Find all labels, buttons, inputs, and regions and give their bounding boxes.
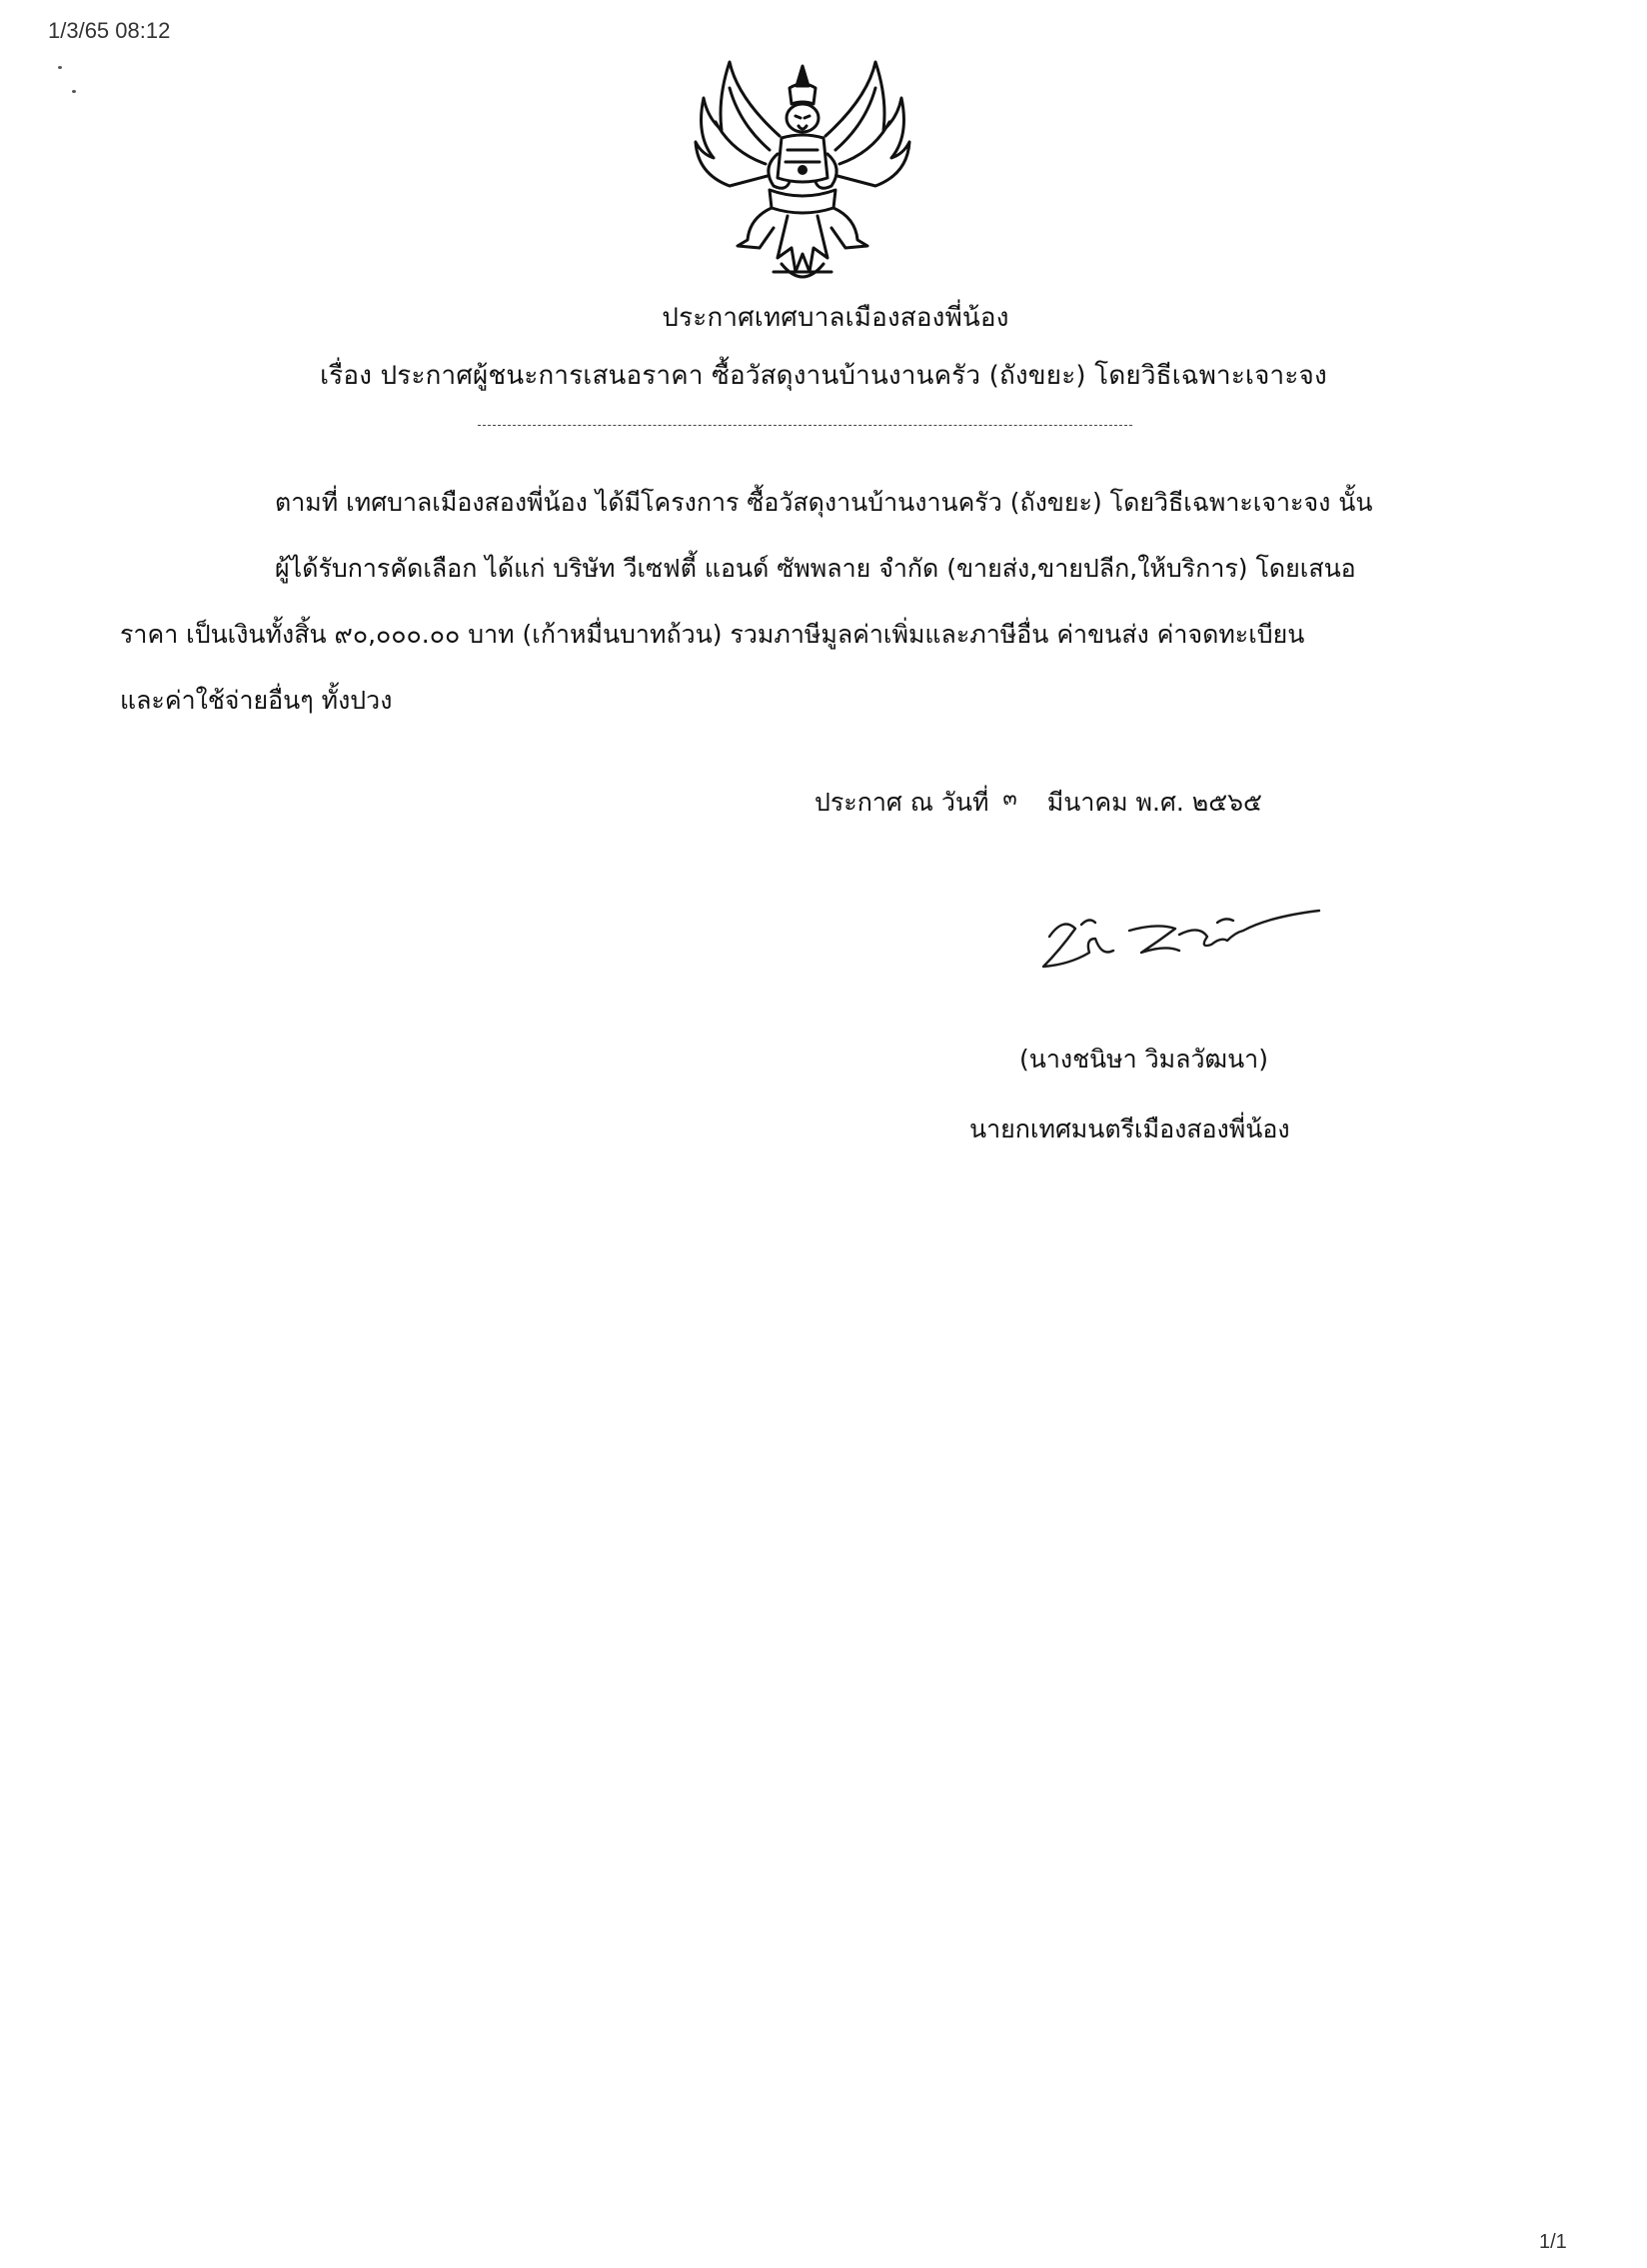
- signer-title: นายกเทศมนตรีเมืองสองพี่น้อง: [969, 1115, 1290, 1143]
- dashed-separator: [478, 425, 1132, 426]
- scan-speck: [58, 66, 62, 69]
- announcement-subject: เรื่อง ประกาศผู้ชนะการเสนอราคา ซื้อวัสดุงานบ้านงานครัว (ถังขยะ) โดยวิธีเฉพาะเจาะจง: [320, 361, 1327, 391]
- body-line: ราคา เป็นเงินทั้งสิ้น ๙๐,๐๐๐.๐๐ บาท (เก้าหมื่นบาทถ้วน) รวมภาษีมูลค่าเพิ่มและภาษีอื่น ค่าขนส่ง ค่าจดทะเบียน: [120, 620, 1305, 649]
- scan-speck: [72, 90, 76, 93]
- page-counter: 1/1: [1539, 2231, 1567, 2253]
- fax-timestamp: 1/3/65 08:12: [48, 18, 171, 43]
- body-line: ผู้ได้รับการคัดเลือก ได้แก่ บริษัท วีเซฟตี้ แอนด์ ซัพพลาย จำกัด (ขายส่ง,ขายปลีก,ให้บริการ) โดยเสนอ: [275, 554, 1356, 583]
- date-prefix: ประกาศ ณ วันที่: [815, 788, 989, 817]
- garuda-emblem-icon: [678, 58, 927, 298]
- date-month-year: มีนาคม พ.ศ. ๒๕๖๕: [1046, 788, 1262, 817]
- body-line: ตามที่ เทศบาลเมืองสองพี่น้อง ได้มีโครงการ ซื้อวัสดุงานบ้านงานครัว (ถังขยะ) โดยวิธีเฉพาะเจาะจง นั้น: [275, 488, 1373, 517]
- announcement-date: [815, 783, 1262, 823]
- body-line: และค่าใช้จ่ายอื่นๆ ทั้งปวง: [120, 686, 393, 715]
- signer-name: (นางชนิษา วิมลวัฒนา): [1019, 1045, 1268, 1074]
- announcement-title: ประกาศเทศบาลเมืองสองพี่น้อง: [662, 303, 1009, 333]
- date-day: ๓: [1002, 786, 1017, 810]
- handwritten-signature-icon: [1029, 895, 1329, 985]
